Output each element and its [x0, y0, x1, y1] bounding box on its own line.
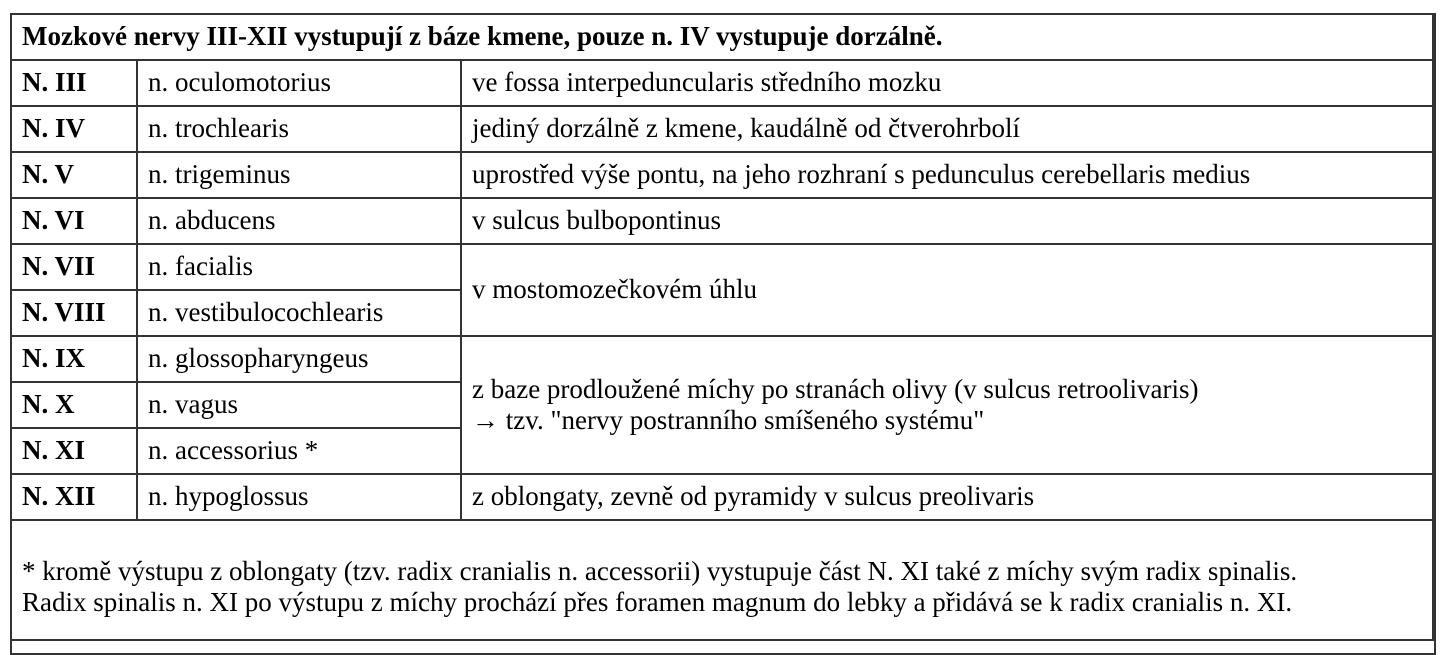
nerve-code: N. XI — [11, 428, 137, 474]
nerve-name: n. abducens — [137, 198, 461, 244]
table-title: Mozkové nervy III-XII vystupují z báze kmene, pouze n. IV vystupuje dorzálně. — [11, 14, 1435, 60]
nerve-name: n. oculomotorius — [137, 60, 461, 106]
nerve-code: N. IV — [11, 106, 137, 152]
cranial-nerves-table — [10, 13, 1436, 655]
nerve-exit: uprostřed výše pontu, na jeho rozhraní s pedunculus cerebellaris medius — [461, 152, 1435, 198]
nerve-exit-line: z baze prodloužené míchy po stranách olivy (v sulcus retroolivaris) — [472, 373, 1199, 404]
nerve-code: N. VII — [11, 244, 137, 290]
nerve-name: n. hypoglossus — [137, 474, 461, 520]
nerve-code: N. XII — [11, 474, 137, 520]
footnote-line: * kromě výstupu z oblongaty (tzv. radix cranialis n. accessorii) vystupuje část N. XI také z míchy svým radix spinalis. — [22, 555, 1298, 586]
nerve-code: N. VI — [11, 198, 137, 244]
footnote-row — [11, 520, 1435, 654]
nerve-name: n. trochlearis — [137, 106, 461, 152]
table-title-row — [11, 14, 1435, 60]
nerve-exit: ve fossa interpeduncularis středního mozku — [461, 60, 1435, 106]
nerve-code: N. IX — [11, 336, 137, 382]
nerve-exit: v sulcus bulbopontinus — [461, 198, 1435, 244]
nerve-name: n. facialis — [137, 244, 461, 290]
table-row — [11, 244, 1435, 290]
footnote — [11, 520, 1435, 654]
nerve-exit-line: → tzv. "nervy postranního smíšeného systému" — [472, 405, 985, 435]
table-row — [11, 60, 1435, 106]
nerve-name: n. vestibulocochlearis — [137, 290, 461, 336]
cranial-nerves-table-frame — [10, 13, 1434, 641]
footnote-line: Radix spinalis n. XI po výstupu z míchy prochází přes foramen magnum do lebky a přidává se k radix cranialis n. XI. — [22, 587, 1293, 617]
nerve-code: N. V — [11, 152, 137, 198]
table-row — [11, 474, 1435, 520]
nerve-exit: z oblongaty, zevně od pyramidy v sulcus preolivaris — [461, 474, 1435, 520]
nerve-name: n. vagus — [137, 382, 461, 428]
nerve-code: N. VIII — [11, 290, 137, 336]
nerve-exit-group-ix-xi — [461, 336, 1435, 474]
table-row — [11, 198, 1435, 244]
nerve-code: N. III — [11, 60, 137, 106]
table-row — [11, 336, 1435, 382]
table-row — [11, 152, 1435, 198]
nerve-name: n. accessorius * — [137, 428, 461, 474]
nerve-name: n. trigeminus — [137, 152, 461, 198]
table-row — [11, 106, 1435, 152]
nerve-exit: jediný dorzálně z kmene, kaudálně od čtverohrbolí — [461, 106, 1435, 152]
nerve-exit-group-vii-viii: v mostomozečkovém úhlu — [461, 244, 1435, 336]
nerve-name: n. glossopharyngeus — [137, 336, 461, 382]
nerve-code: N. X — [11, 382, 137, 428]
